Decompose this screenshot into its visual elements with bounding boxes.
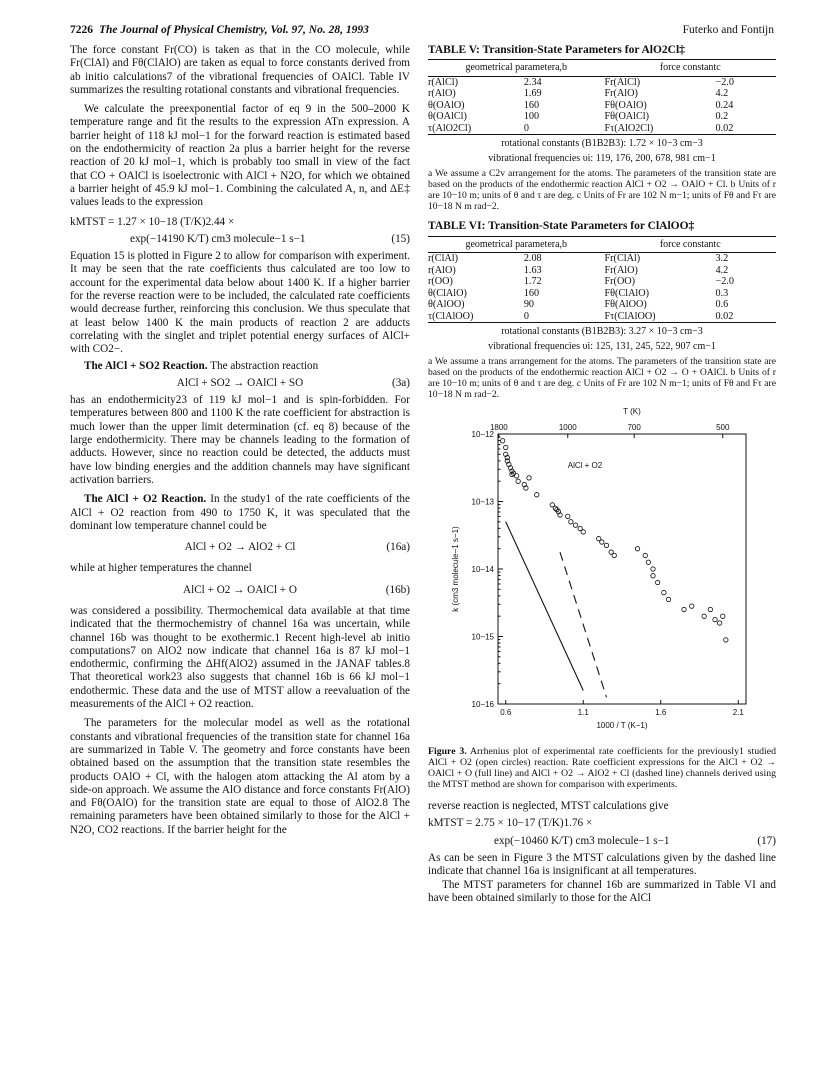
table-cell: −2.0 — [715, 276, 734, 288]
data-point — [646, 560, 650, 564]
table-cell: Fθ(ClAlO) — [604, 287, 650, 299]
table-cell: Fθ(OAlO) — [604, 99, 647, 111]
running-header-left — [70, 24, 369, 36]
data-point — [573, 523, 577, 527]
table-footnote: a We assume a trans arrangement for the atoms. The parameters of the transition state are based on the products of the endothermic reaction AlCl + O2 → O + OAlCl. b Units of r are 10−10 m; units of θ and τ are deg. c Units of Fr are 102 N m−1; units of Fθ and Fτ are 10−18 N m rad−2. — [428, 356, 776, 401]
table-cell: r(OO) — [428, 276, 453, 288]
table-cell: 160 — [523, 287, 540, 299]
table-cell: r(AlO) — [428, 88, 456, 100]
data-point — [721, 614, 725, 618]
data-point — [600, 540, 604, 544]
column-header: geometrical parametera,b — [428, 60, 605, 77]
table-title: TABLE V: Transition-State Parameters for AlO2Cl‡ — [428, 44, 685, 56]
table-row — [428, 253, 776, 265]
equation-body: AlCl + O2 → OAlCl + O — [183, 583, 297, 596]
running-header-authors: Futerko and Fontijn — [682, 24, 774, 36]
table-cell: −2.0 — [715, 76, 734, 88]
table-row — [428, 100, 776, 112]
table-cell: θ(OAlO) — [428, 99, 465, 111]
table-6-grid — [428, 236, 776, 324]
top-tick-label: 1800 — [489, 423, 508, 433]
table-cell: θ(ClAlO) — [428, 287, 467, 299]
section-heading: The AlCl + SO2 Reaction. — [84, 359, 208, 372]
table-body — [428, 253, 776, 323]
paragraph: The parameters for the molecular model as well as the rotational constants and vibrational frequencies of the transition state for channel 16a are summarized in Table V. The geometry and force constants have been obtained based on the assumption that the transition state resembles the products OAlO + Cl, with the halogen atom attacking the Al atom by a side-on approach. We assume the AlO distance and force constants Fr(AlO) and Fθ(OAlO) for the transition state are equal to those of AlO2.8 The remaining parameters have been obtained similarly to those for the AlCl + N2O, CO2 reactions. If the barrier height for the — [70, 717, 410, 836]
data-point — [651, 567, 655, 571]
equation-15-line1: kMTST = 1.27 × 10−18 (T/K)2.44 × — [70, 215, 235, 228]
reaction-annotation: AlCl + O2 — [567, 460, 603, 470]
equation-17-line2: exp(−10460 K/T) cm3 molecule−1 s−1 — [494, 834, 670, 847]
paragraph: Equation 15 is plotted in Figure 2 to allow for comparison with experiment. It may be seen that the rate coefficients thus calculated are too low to account for the experimental data below about 1400 K. If a higher barrier for the reverse reaction were to be included, the calculated rate coefficients would decrease further, reinforcing this conclusion. We thus speculate that at least below 1400 K the main products of reaction 2 are adducts correlating with the singlet and triplet potential energy surfaces of AlCl+ with CO2−. — [70, 250, 410, 356]
table-row — [428, 76, 776, 88]
table-cell: 2.34 — [523, 76, 542, 88]
data-point — [702, 614, 706, 618]
data-point — [708, 607, 712, 611]
paragraph: The force constant Fr(CO) is taken as that in the CO molecule, while Fr(ClAl) and Fθ(ClAlO) are taken as equal to force constants derived from ab initio calculations7 of the vibrational frequencies of OAlCl. Table IV summarizes the resulting rotational constants and vibrational frequencies. — [70, 44, 410, 96]
table-cell: Fθ(AlOO) — [604, 299, 647, 311]
table-cell: Fr(AlO) — [604, 88, 638, 100]
table-cell: Fτ(ClAlOO) — [604, 310, 656, 322]
table-cell: 1.69 — [523, 88, 542, 100]
caption-label: Figure 3. — [428, 746, 467, 758]
data-point — [717, 621, 721, 625]
table-row — [428, 88, 776, 100]
column-header: force constantc — [605, 236, 777, 253]
x-tick-label: 2.1 — [732, 708, 744, 718]
data-point — [724, 638, 728, 642]
paragraph: The MTST parameters for channel 16b are summarized in Table VI and have been obtained similarly to those for the AlCl — [428, 878, 776, 904]
paragraph: while at higher temperatures the channel — [70, 562, 252, 575]
equation-16a — [70, 541, 410, 554]
table-cell: 0.02 — [715, 122, 734, 134]
top-tick-label: 500 — [716, 423, 730, 433]
table-cell: τ(AlO2Cl) — [428, 122, 472, 134]
data-point — [527, 476, 531, 480]
caption-text: Arrhenius plot of experimental rate coefficients for the previously1 studied AlCl + O2 (open circles) reaction. Rate coefficient expressions for the AlCl + O2 → OAlCl + O (full line) and AlCl + O2 → AlO2 + Cl (dashed line) channels derived using the MTST method are shown for comparison with experiments. — [428, 746, 776, 791]
table-cell: r(AlCl) — [428, 76, 458, 88]
equation-number: (3a) — [391, 376, 410, 389]
table-cell: Fr(AlCl) — [604, 76, 641, 88]
table-row — [428, 311, 776, 323]
data-point — [666, 597, 670, 601]
table-5 — [428, 44, 776, 212]
rotational-constants: rotational constants (B1B2B3): 1.72 × 10−3 cm−3 — [501, 138, 703, 150]
table-cell: 3.2 — [715, 253, 729, 265]
equation-3a — [70, 377, 410, 390]
table-row — [428, 276, 776, 288]
equation-15 — [70, 216, 410, 247]
table-cell: 0 — [523, 310, 529, 322]
equation-15-line2-row — [70, 233, 410, 246]
table-row — [428, 265, 776, 277]
rotational-constants: rotational constants (B1B2B3): 3.27 × 10−3 cm−3 — [501, 326, 703, 338]
equation-number: (15) — [391, 232, 410, 245]
data-point — [566, 514, 570, 518]
table-cell: 0.2 — [715, 111, 729, 123]
table-cell: 1.63 — [523, 264, 542, 276]
table-row — [428, 111, 776, 123]
right-column — [428, 44, 776, 905]
equation-number: (16b) — [385, 583, 410, 596]
paragraph: was considered a possibility. Thermochemical data available at that time indicated that the thermochemistry of channel 16a was uncertain, while channel 16b was thought to be exothermic.1 Recent high-level ab initio computations7 on AlO2 now indicate that channel 16a is 87 kJ mol−1 endothermic, confirming the ΔHf(AlO2) assumed in the JANAF tables.8 That theoretical work23 also suggests that channel 16b is 66 kJ mol−1 endothermic. These data and the use of MTST allow a reevaluation of the measurements of the AlCl + O2 reaction. — [70, 604, 410, 711]
y-axis-label: k (cm3 molecule−1 s−1) — [451, 526, 460, 612]
data-point — [612, 553, 616, 557]
data-point — [581, 530, 585, 534]
plot-frame — [498, 434, 746, 704]
x-axis-label: 1000 / T (K−1) — [596, 721, 648, 731]
page-number: 7226 — [70, 24, 93, 36]
table-cell: 0 — [523, 122, 529, 134]
table-cell: θ(OAlCl) — [428, 111, 467, 123]
data-point — [643, 553, 647, 557]
x-tick-label: 1.1 — [577, 708, 589, 718]
equation-17-line1: kMTST = 2.75 × 10−17 (T/K)1.76 × — [428, 817, 593, 830]
data-point — [500, 439, 504, 443]
data-point — [635, 547, 639, 551]
table-cell: Fr(ClAl) — [604, 253, 641, 265]
section-heading: The AlCl + O2 Reaction. — [84, 493, 207, 506]
table-5-grid — [428, 59, 776, 135]
table-cell: 0.02 — [715, 310, 734, 322]
equation-16b — [70, 584, 410, 597]
table-row — [428, 288, 776, 300]
table-cell: 0.3 — [715, 287, 729, 299]
paragraph: reverse reaction is neglected, MTST calculations give — [428, 800, 669, 813]
section-so2 — [70, 360, 410, 373]
table-cell: r(AlO) — [428, 264, 456, 276]
dashed-line-16a — [560, 552, 607, 697]
table-row — [428, 123, 776, 135]
data-point — [514, 474, 518, 478]
table-cell: 0.6 — [715, 299, 729, 311]
data-point — [651, 574, 655, 578]
paragraph: has an endothermicity23 of 119 kJ mol−1 and is spin-forbidden. For temperatures between 800 and 1100 K the rate coefficient for abstraction is much lower than the upper limit determination (cf. eq 8) because of the large endothermicity. There may be channels leading to the formation of adducts. However, since no reaction could be detected, the adducts must have low binding energies and the addition channels may have significant activation barriers. — [70, 394, 410, 486]
vibrational-frequencies: vibrational frequencies υi: 125, 131, 245, 522, 907 cm−1 — [488, 340, 716, 352]
table-cell: 4.2 — [715, 88, 729, 100]
table-footnote: a We assume a C2v arrangement for the atoms. The parameters of the transition state are based on the products of the endothermic reaction AlCl + O2 → OAlO + Cl. b Units of r are 10−10 m; units of θ and τ are deg. c Units of Fr are 102 N m−1; units of Fθ and Fτ are 10−18 N m rad−2. — [428, 168, 776, 213]
table-cell: 160 — [523, 99, 540, 111]
arrhenius-plot — [428, 404, 776, 744]
table-cell: Fr(OO) — [604, 276, 636, 288]
data-point — [604, 543, 608, 547]
equation-number: (17) — [757, 834, 776, 847]
figure-caption — [428, 746, 776, 790]
data-point — [535, 493, 539, 497]
equation-15-line2: exp(−14190 K/T) cm3 molecule−1 s−1 — [130, 232, 306, 245]
data-point — [569, 520, 573, 524]
table-row — [428, 299, 776, 311]
table-cell: 4.2 — [715, 264, 729, 276]
data-point — [662, 591, 666, 595]
table-cell: 90 — [523, 299, 534, 311]
y-tick-label: 10−13 — [471, 497, 494, 507]
figure-3 — [428, 404, 776, 744]
table-cell: Fτ(AlO2Cl) — [604, 122, 654, 134]
equation-body: AlCl + SO2 → OAlCl + SO — [176, 376, 304, 389]
table-cell: 100 — [523, 111, 540, 123]
vibrational-frequencies: vibrational frequencies υi: 119, 176, 200, 678, 981 cm−1 — [488, 152, 716, 164]
y-tick-label: 10−12 — [471, 430, 494, 440]
x-tick-label: 1.6 — [655, 708, 667, 718]
section-o2 — [70, 493, 410, 533]
paragraph: As can be seen in Figure 3 the MTST calculations given by the dashed line indicate that channel 16a is insignificant at all temperatures. — [428, 851, 776, 878]
table-cell: 1.72 — [523, 276, 542, 288]
equation-17 — [428, 817, 776, 848]
table-cell: Fθ(OAlCl) — [604, 111, 650, 123]
equation-body: AlCl + O2 → AlO2 + Cl — [184, 541, 296, 554]
table-cell: r(ClAl) — [428, 253, 458, 265]
y-tick-label: 10−16 — [471, 700, 494, 710]
data-point — [516, 479, 520, 483]
y-tick-label: 10−14 — [471, 565, 494, 575]
equation-17-line2-row — [428, 835, 776, 848]
table-title: TABLE VI: Transition-State Parameters for ClAlOO‡ — [428, 220, 695, 233]
data-point — [690, 604, 694, 608]
paragraph: We calculate the preexponential factor of eq 9 in the 500–2000 K temperature range and fit the results to the expression ATn expression. A barrier height of 118 kJ mol−1 for the forward reaction is estimated based on the endothermicity of reaction 2a plus a barrier height for the reverse reaction of 20 kJ mol−1, which is probably too small in view of the fact that CO + OAlCl is isoelectronic with AlCl + N2O, for which we obtained a barrier height of 45.9 kJ mol−1. Combining the calculated A, n, and ΔE‡ values leads to the expression — [70, 103, 410, 209]
table-cell: θ(AlOO) — [428, 299, 465, 311]
data-point — [682, 607, 686, 611]
x-tick-label: 0.6 — [500, 708, 512, 718]
table-cell: τ(ClAlOO) — [428, 310, 474, 322]
column-header: force constantc — [605, 60, 777, 77]
table-cell: Fr(AlO) — [604, 264, 638, 276]
top-axis-label: T (K) — [623, 407, 641, 417]
table-6 — [428, 220, 776, 400]
section-lead: In the study1 of the rate coefficients of the AlCl + O2 reaction from 490 to 1750 K, it was speculated that the dominant low temperature channel could be — [70, 493, 410, 532]
journal-citation: The Journal of Physical Chemistry, Vol. 97, No. 28, 1993 — [99, 24, 369, 36]
table-cell: 0.24 — [715, 99, 734, 111]
data-point — [713, 618, 717, 622]
table-cell: 2.08 — [523, 253, 542, 265]
section-lead: The abstraction reaction — [207, 359, 319, 372]
top-tick-label: 700 — [627, 423, 641, 433]
top-tick-label: 1000 — [558, 423, 577, 433]
table-body — [428, 76, 776, 135]
full-line-16b — [506, 522, 584, 691]
y-tick-label: 10−15 — [471, 632, 494, 642]
data-point — [504, 445, 508, 449]
equation-number: (16a) — [386, 541, 410, 554]
left-column — [70, 44, 410, 837]
data-point — [655, 580, 659, 584]
column-header: geometrical parametera,b — [428, 236, 605, 253]
